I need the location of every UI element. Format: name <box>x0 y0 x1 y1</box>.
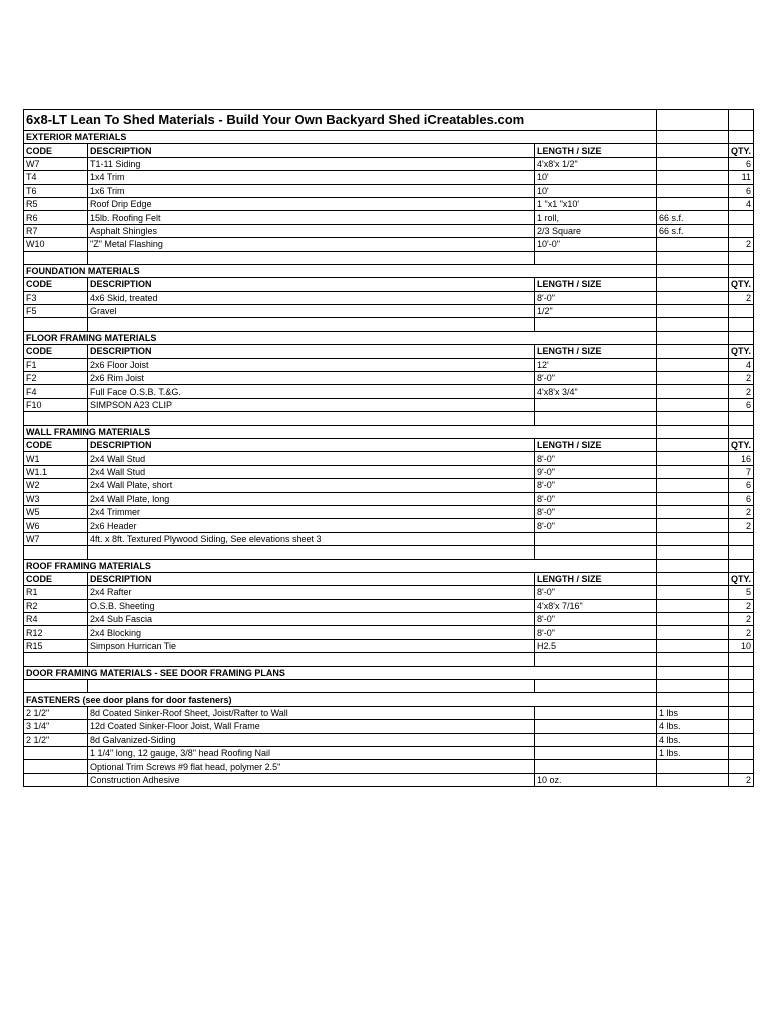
column-header <box>657 278 729 291</box>
amount-cell <box>657 639 729 652</box>
section-heading-row <box>24 131 754 144</box>
length-size-cell: 4'x8'x 7/16" <box>535 599 657 612</box>
qty-cell: 6 <box>729 492 754 505</box>
amount-cell <box>657 505 729 518</box>
section-heading-row <box>24 559 754 572</box>
amount-cell <box>657 479 729 492</box>
empty-cell <box>88 318 535 331</box>
empty-cell <box>729 412 754 425</box>
table-row <box>24 505 754 518</box>
qty-cell <box>729 746 754 759</box>
table-row <box>24 626 754 639</box>
qty-cell <box>729 532 754 545</box>
qty-cell <box>729 720 754 733</box>
title-row <box>24 110 754 131</box>
table-row <box>24 773 754 786</box>
empty-cell <box>24 412 88 425</box>
empty-cell <box>729 559 754 572</box>
column-header: QTY. <box>729 144 754 157</box>
empty-cell <box>657 693 729 706</box>
column-header-row <box>24 438 754 451</box>
amount-cell <box>657 586 729 599</box>
table-row <box>24 479 754 492</box>
qty-cell: 2 <box>729 238 754 251</box>
column-header: QTY. <box>729 278 754 291</box>
column-header: DESCRIPTION <box>88 572 535 585</box>
column-header: LENGTH / SIZE <box>535 345 657 358</box>
description-cell: 1x6 Trim <box>88 184 535 197</box>
amount-cell <box>657 613 729 626</box>
empty-cell <box>657 131 729 144</box>
amount-cell <box>657 385 729 398</box>
description-cell: 2x6 Header <box>88 519 535 532</box>
description-cell: 2x6 Rim Joist <box>88 372 535 385</box>
blank-row <box>24 318 754 331</box>
section-heading-row <box>24 331 754 344</box>
section-heading-row <box>24 693 754 706</box>
table-row <box>24 171 754 184</box>
length-size-cell: 10 oz. <box>535 773 657 786</box>
empty-cell <box>88 251 535 264</box>
table-row <box>24 746 754 759</box>
code-cell: W7 <box>24 532 88 545</box>
empty-cell <box>729 653 754 666</box>
section-heading: FOUNDATION MATERIALS <box>24 264 657 277</box>
description-cell: 2x4 Sub Fascia <box>88 613 535 626</box>
amount-cell <box>657 238 729 251</box>
qty-cell: 2 <box>729 626 754 639</box>
empty-cell <box>657 546 729 559</box>
empty-cell <box>729 693 754 706</box>
column-header: DESCRIPTION <box>88 278 535 291</box>
empty-cell <box>88 653 535 666</box>
code-cell: F4 <box>24 385 88 398</box>
qty-cell: 16 <box>729 452 754 465</box>
description-cell: Simpson Hurrican Tie <box>88 639 535 652</box>
column-header: CODE <box>24 278 88 291</box>
column-header-row <box>24 278 754 291</box>
section-heading: ROOF FRAMING MATERIALS <box>24 559 657 572</box>
table-row <box>24 733 754 746</box>
code-cell: F1 <box>24 358 88 371</box>
table-row <box>24 197 754 210</box>
amount-cell: 1 lbs <box>657 706 729 719</box>
empty-cell <box>729 666 754 679</box>
empty-cell <box>657 680 729 693</box>
blank-row <box>24 251 754 264</box>
table-row <box>24 238 754 251</box>
empty-cell <box>535 653 657 666</box>
empty-cell <box>729 251 754 264</box>
column-header: CODE <box>24 144 88 157</box>
qty-cell <box>729 211 754 224</box>
length-size-cell: 10' <box>535 171 657 184</box>
empty-cell <box>24 653 88 666</box>
length-size-cell <box>535 720 657 733</box>
blank-row <box>24 412 754 425</box>
length-size-cell: 8'-0" <box>535 479 657 492</box>
qty-cell: 2 <box>729 291 754 304</box>
description-cell: 2x4 Rafter <box>88 586 535 599</box>
section-heading: FASTENERS (see door plans for door fasteners) <box>24 693 657 706</box>
code-cell: T4 <box>24 171 88 184</box>
qty-cell <box>729 706 754 719</box>
length-size-cell: 2/3 Square <box>535 224 657 237</box>
empty-cell <box>729 680 754 693</box>
section-heading-row <box>24 264 754 277</box>
table-row <box>24 720 754 733</box>
qty-cell: 6 <box>729 157 754 170</box>
qty-cell: 2 <box>729 773 754 786</box>
column-header-row <box>24 345 754 358</box>
length-size-cell: 8'-0" <box>535 291 657 304</box>
amount-cell <box>657 305 729 318</box>
column-header <box>657 572 729 585</box>
amount-cell: 66 s.f. <box>657 224 729 237</box>
empty-cell <box>657 425 729 438</box>
empty-cell <box>729 318 754 331</box>
empty-cell <box>657 251 729 264</box>
blank-row <box>24 680 754 693</box>
length-size-cell: H2.5 <box>535 639 657 652</box>
code-cell: R15 <box>24 639 88 652</box>
empty-cell <box>88 412 535 425</box>
table-row <box>24 599 754 612</box>
amount-cell <box>657 773 729 786</box>
length-size-cell <box>535 532 657 545</box>
code-cell <box>24 773 88 786</box>
code-cell: W5 <box>24 505 88 518</box>
description-cell: 2x6 Floor Joist <box>88 358 535 371</box>
empty-cell <box>657 559 729 572</box>
table-row <box>24 211 754 224</box>
section-heading-row <box>24 425 754 438</box>
description-cell: Construction Adhesive <box>88 773 535 786</box>
code-cell: R4 <box>24 613 88 626</box>
section-heading: WALL FRAMING MATERIALS <box>24 425 657 438</box>
code-cell: R2 <box>24 599 88 612</box>
amount-cell: 66 s.f. <box>657 211 729 224</box>
column-header: DESCRIPTION <box>88 438 535 451</box>
length-size-cell: 1 "x1 "x10' <box>535 197 657 210</box>
code-cell: 2 1/2" <box>24 706 88 719</box>
empty-cell <box>535 251 657 264</box>
column-header: QTY. <box>729 438 754 451</box>
description-cell: Optional Trim Screws #9 flat head, polymer 2.5" <box>88 760 535 773</box>
section-heading: FLOOR FRAMING MATERIALS <box>24 331 657 344</box>
column-header-row <box>24 144 754 157</box>
amount-cell <box>657 197 729 210</box>
column-header: CODE <box>24 572 88 585</box>
column-header: DESCRIPTION <box>88 345 535 358</box>
table-row <box>24 519 754 532</box>
amount-cell <box>657 452 729 465</box>
length-size-cell <box>535 746 657 759</box>
empty-cell <box>88 546 535 559</box>
amount-cell <box>657 291 729 304</box>
description-cell: 2x4 Trimmer <box>88 505 535 518</box>
section-heading-row <box>24 666 754 679</box>
qty-cell: 7 <box>729 465 754 478</box>
length-size-cell: 12' <box>535 358 657 371</box>
empty-cell <box>24 251 88 264</box>
table-row <box>24 385 754 398</box>
table-row <box>24 760 754 773</box>
code-cell: R6 <box>24 211 88 224</box>
table-row <box>24 613 754 626</box>
empty-cell <box>729 131 754 144</box>
length-size-cell <box>535 760 657 773</box>
amount-cell <box>657 492 729 505</box>
empty-cell <box>657 653 729 666</box>
qty-cell: 2 <box>729 599 754 612</box>
code-cell: W6 <box>24 519 88 532</box>
table-row <box>24 372 754 385</box>
description-cell: 2x4 Wall Plate, short <box>88 479 535 492</box>
table-row <box>24 465 754 478</box>
empty-cell <box>729 331 754 344</box>
empty-cell <box>535 546 657 559</box>
length-size-cell: 4'x8'x 1/2" <box>535 157 657 170</box>
qty-cell: 6 <box>729 398 754 411</box>
empty-cell <box>729 546 754 559</box>
code-cell: W7 <box>24 157 88 170</box>
column-header: QTY. <box>729 345 754 358</box>
amount-cell <box>657 760 729 773</box>
empty-cell <box>88 680 535 693</box>
length-size-cell: 8'-0" <box>535 492 657 505</box>
empty-cell <box>535 412 657 425</box>
empty-cell <box>657 331 729 344</box>
code-cell: R12 <box>24 626 88 639</box>
table-row <box>24 305 754 318</box>
description-cell: 15lb. Roofing Felt <box>88 211 535 224</box>
qty-cell: 6 <box>729 479 754 492</box>
column-header-row <box>24 572 754 585</box>
code-cell: F3 <box>24 291 88 304</box>
empty-cell <box>24 318 88 331</box>
code-cell: W3 <box>24 492 88 505</box>
description-cell: Roof Drip Edge <box>88 197 535 210</box>
description-cell: 8d Coated Sinker-Roof Sheet, Joist/Rafter to Wall <box>88 706 535 719</box>
amount-cell <box>657 599 729 612</box>
amount-cell <box>657 171 729 184</box>
column-header: CODE <box>24 345 88 358</box>
length-size-cell: 10'-0" <box>535 238 657 251</box>
column-header <box>657 144 729 157</box>
section-heading: EXTERIOR MATERIALS <box>24 131 657 144</box>
code-cell: W10 <box>24 238 88 251</box>
column-header <box>657 345 729 358</box>
sheet-title: 6x8-LT Lean To Shed Materials - Build Your Own Backyard Shed iCreatables.com <box>24 110 657 131</box>
qty-cell <box>729 733 754 746</box>
empty-cell <box>729 425 754 438</box>
code-cell: 3 1/4" <box>24 720 88 733</box>
table-row <box>24 358 754 371</box>
amount-cell <box>657 372 729 385</box>
table-row <box>24 184 754 197</box>
length-size-cell: 8'-0" <box>535 519 657 532</box>
code-cell <box>24 746 88 759</box>
column-header: DESCRIPTION <box>88 144 535 157</box>
empty-cell <box>24 680 88 693</box>
column-header: CODE <box>24 438 88 451</box>
amount-cell: 4 lbs. <box>657 733 729 746</box>
code-cell: W1.1 <box>24 465 88 478</box>
column-header: LENGTH / SIZE <box>535 278 657 291</box>
length-size-cell: 4'x8'x 3/4" <box>535 385 657 398</box>
qty-cell: 6 <box>729 184 754 197</box>
qty-cell: 4 <box>729 358 754 371</box>
code-cell: T6 <box>24 184 88 197</box>
length-size-cell <box>535 706 657 719</box>
length-size-cell: 1/2" <box>535 305 657 318</box>
length-size-cell: 1 roll, <box>535 211 657 224</box>
code-cell: W1 <box>24 452 88 465</box>
amount-cell <box>657 465 729 478</box>
length-size-cell <box>535 733 657 746</box>
code-cell: F2 <box>24 372 88 385</box>
empty-cell <box>24 546 88 559</box>
qty-cell: 5 <box>729 586 754 599</box>
blank-row <box>24 653 754 666</box>
description-cell: 2x4 Wall Stud <box>88 452 535 465</box>
qty-cell: 2 <box>729 372 754 385</box>
column-header: LENGTH / SIZE <box>535 438 657 451</box>
empty-cell <box>729 264 754 277</box>
length-size-cell: 8'-0" <box>535 626 657 639</box>
qty-cell <box>729 224 754 237</box>
amount-cell <box>657 626 729 639</box>
description-cell: 4ft. x 8ft. Textured Plywood Siding, See elevations sheet 3 <box>88 532 535 545</box>
column-header: LENGTH / SIZE <box>535 144 657 157</box>
code-cell: 2 1/2" <box>24 733 88 746</box>
amount-cell <box>657 358 729 371</box>
qty-cell <box>729 760 754 773</box>
amount-cell <box>657 157 729 170</box>
empty-cell <box>657 412 729 425</box>
code-cell: F5 <box>24 305 88 318</box>
amount-cell <box>657 532 729 545</box>
amount-cell: 1 lbs. <box>657 746 729 759</box>
code-cell: R1 <box>24 586 88 599</box>
description-cell: Full Face O.S.B. T.&G. <box>88 385 535 398</box>
qty-cell: 2 <box>729 519 754 532</box>
amount-cell <box>657 519 729 532</box>
table-row <box>24 532 754 545</box>
table-row <box>24 706 754 719</box>
code-cell: R5 <box>24 197 88 210</box>
description-cell: 8d Galvanized-Siding <box>88 733 535 746</box>
qty-cell: 2 <box>729 385 754 398</box>
length-size-cell: 8'-0" <box>535 452 657 465</box>
column-header: QTY. <box>729 572 754 585</box>
description-cell: SIMPSON A23 CLIP <box>88 398 535 411</box>
table-row <box>24 224 754 237</box>
qty-cell: 2 <box>729 505 754 518</box>
description-cell: 12d Coated Sinker-Floor Joist, Wall Frame <box>88 720 535 733</box>
column-header <box>657 438 729 451</box>
empty-cell <box>657 666 729 679</box>
empty-cell <box>535 318 657 331</box>
code-cell: F10 <box>24 398 88 411</box>
table-row <box>24 492 754 505</box>
empty-cell <box>657 264 729 277</box>
description-cell: T1-11 Siding <box>88 157 535 170</box>
code-cell: R7 <box>24 224 88 237</box>
code-cell: W2 <box>24 479 88 492</box>
qty-cell: 4 <box>729 197 754 210</box>
table-row <box>24 398 754 411</box>
column-header: LENGTH / SIZE <box>535 572 657 585</box>
table-row <box>24 452 754 465</box>
qty-cell: 2 <box>729 613 754 626</box>
qty-cell <box>729 305 754 318</box>
length-size-cell <box>535 398 657 411</box>
qty-cell: 10 <box>729 639 754 652</box>
description-cell: 1 1/4" long, 12 gauge, 3/8" head Roofing Nail <box>88 746 535 759</box>
description-cell: 2x4 Blocking <box>88 626 535 639</box>
length-size-cell: 8'-0" <box>535 372 657 385</box>
description-cell: 2x4 Wall Plate, long <box>88 492 535 505</box>
amount-cell <box>657 398 729 411</box>
table-row <box>24 291 754 304</box>
blank-row <box>24 546 754 559</box>
description-cell: Gravel <box>88 305 535 318</box>
length-size-cell: 10' <box>535 184 657 197</box>
length-size-cell: 8'-0" <box>535 505 657 518</box>
code-cell <box>24 760 88 773</box>
amount-cell <box>657 184 729 197</box>
description-cell: O.S.B. Sheeting <box>88 599 535 612</box>
length-size-cell: 8'-0" <box>535 586 657 599</box>
length-size-cell: 8'-0" <box>535 613 657 626</box>
table-row <box>24 586 754 599</box>
length-size-cell: 9'-0" <box>535 465 657 478</box>
table-row <box>24 157 754 170</box>
amount-cell: 4 lbs. <box>657 720 729 733</box>
description-cell: Asphalt Shingles <box>88 224 535 237</box>
description-cell: "Z" Metal Flashing <box>88 238 535 251</box>
qty-cell: 11 <box>729 171 754 184</box>
empty-cell <box>535 680 657 693</box>
table-row <box>24 639 754 652</box>
title-spacer-cell <box>657 110 729 131</box>
section-heading: DOOR FRAMING MATERIALS - SEE DOOR FRAMING PLANS <box>24 666 657 679</box>
empty-cell <box>657 318 729 331</box>
materials-table <box>23 109 754 787</box>
description-cell: 2x4 Wall Stud <box>88 465 535 478</box>
description-cell: 1x4 Trim <box>88 171 535 184</box>
title-spacer-cell <box>729 110 754 131</box>
description-cell: 4x6 Skid, treated <box>88 291 535 304</box>
